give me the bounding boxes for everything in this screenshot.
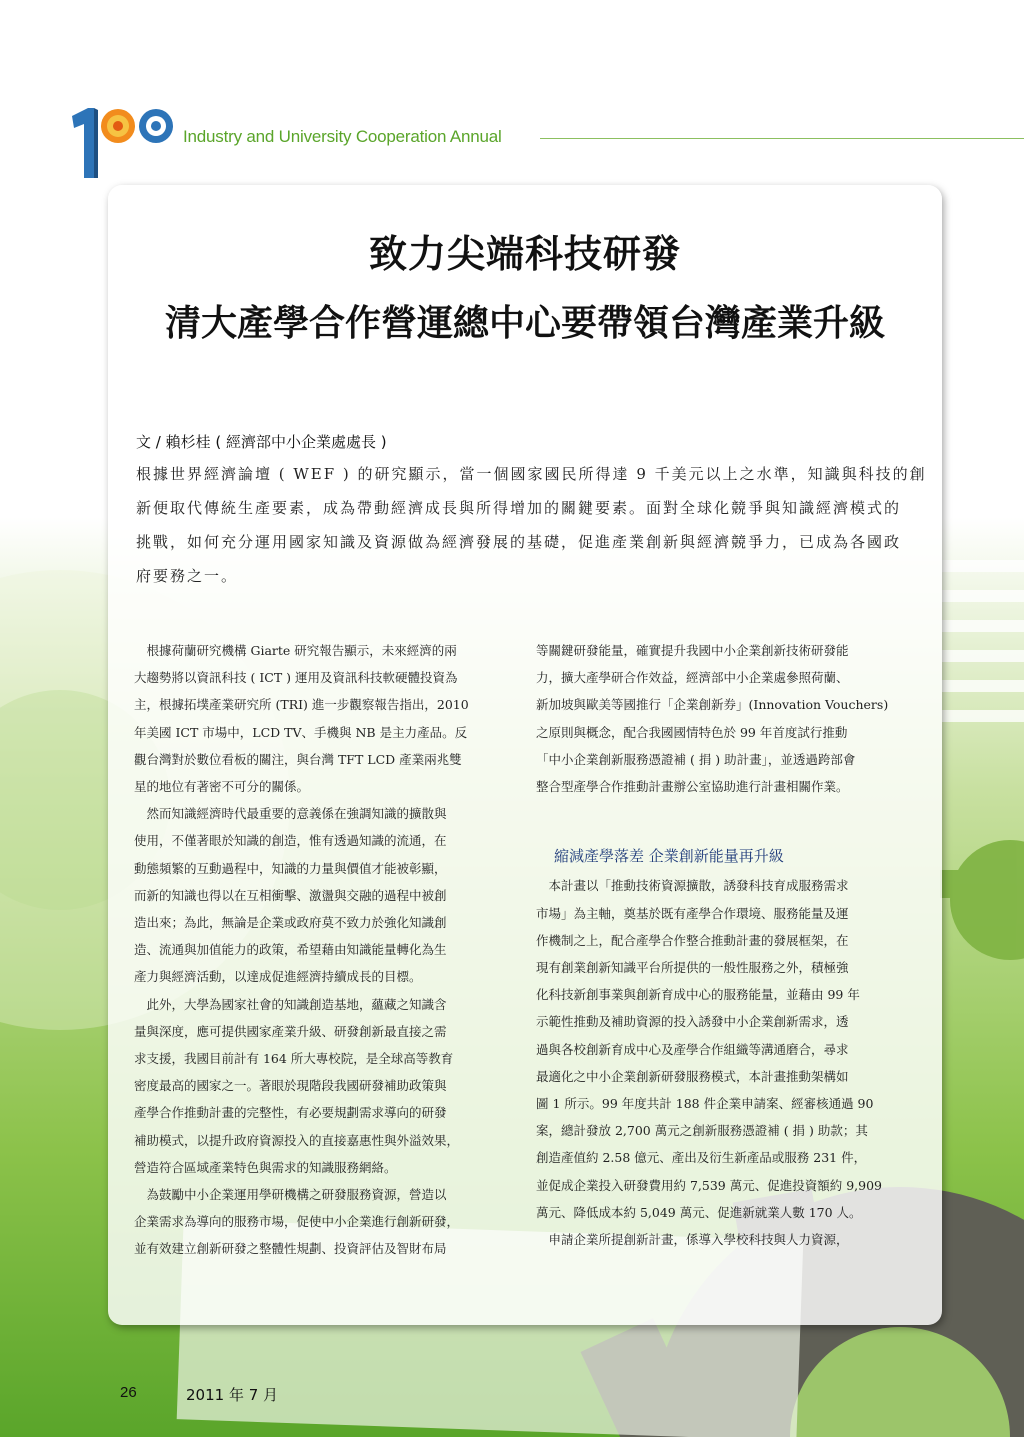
body-line: 示範性推動及補助資源的投入誘發中小企業創新需求，透: [536, 1014, 849, 1030]
body-line: 造出來；為此，無論是企業或政府莫不致力於強化知識創: [134, 915, 447, 931]
body-line: 星的地位有著密不可分的關係。: [134, 779, 310, 795]
body-line: 整合型產學合作推動計畫辦公室協助進行計畫相關作業。: [536, 779, 849, 795]
body-line: 密度最高的國家之一。著眼於現階段我國研發補助政策與: [134, 1078, 447, 1094]
annual-title: Industry and University Cooperation Annual: [183, 127, 502, 146]
body-line: 而新的知識也得以在互相衝擊、激盪與交融的過程中被創: [134, 887, 447, 903]
body-column-left: [134, 637, 516, 1263]
body-line: 案，總計發放 2,700 萬元之創新服務憑證補 ( 捐 ) 助款；其: [536, 1123, 868, 1139]
body-line: 觀台灣對於數位看板的關注，與台灣 TFT LCD 產業兩兆雙: [134, 751, 462, 767]
header-rule: [540, 138, 1024, 139]
lead-line: 根據世界經濟論壇 ( WEF ) 的研究顯示，當一個國家國民所得達 9 千美元以上之水準，知識與科技的創: [136, 465, 927, 483]
body-line: 力，擴大產學研合作效益，經濟部中小企業處參照荷蘭、: [536, 670, 849, 686]
body-line: 動態頻繁的互動過程中，知識的力量與價值才能被彰顯，: [134, 860, 447, 876]
body-line: 並促成企業投入研發費用約 7,539 萬元、促進投資額約 9,909: [536, 1177, 882, 1193]
body-line: 大趨勢將以資訊科技 ( ICT ) 運用及資訊科技軟硬體投資為: [134, 670, 458, 686]
section-heading: 縮減產學落差 企業創新能量再升級: [554, 847, 784, 866]
body-line: 年美國 ICT 市場中，LCD TV、手機與 NB 是主力產品。反: [134, 724, 468, 740]
body-line: 為鼓勵中小企業運用學研機構之研發服務資源，營造以: [134, 1187, 447, 1203]
body-line: 市場」為主軸，奠基於既有產學合作環境、服務能量及運: [536, 905, 849, 921]
byline: 文 / 賴杉桂 ( 經濟部中小企業處處長 ): [136, 433, 387, 451]
lead-line: 挑戰，如何充分運用國家知識及資源做為經濟發展的基礎，促進產業創新與經濟競爭力，已成為各國政: [136, 533, 902, 551]
body-line: 等關鍵研發能量，確實提升我國中小企業創新技術研發能: [536, 643, 849, 658]
body-line: 「中小企業創新服務憑證補 ( 捐 ) 助計畫」，並透過跨部會: [536, 751, 856, 767]
article-card: [108, 185, 942, 1325]
article-title-line1: 致力尖端科技研發: [368, 232, 681, 276]
body-line: 根據荷蘭研究機構 Giarte 研究報告顯示，未來經濟的兩: [134, 643, 457, 658]
body-line: 化科技新創事業與創新育成中心的服務能量，並藉由 99 年: [536, 987, 860, 1003]
annual-100-logo: [68, 100, 178, 180]
body-line: 此外，大學為國家社會的知識創造基地，蘊藏之知識含: [134, 996, 447, 1012]
body-line: 然而知識經濟時代最重要的意義係在強調知識的擴散與: [134, 806, 447, 822]
body-line: 創造產值約 2.58 億元、產出及衍生新產品或服務 231 件，: [536, 1150, 867, 1166]
issue-date: 2011 年 7 月: [186, 1386, 279, 1404]
body-line: 使用，不僅著眼於知識的創造，惟有透過知識的流通，在: [134, 833, 447, 849]
page-number: 26: [120, 1384, 137, 1401]
lead-line: 府要務之一。: [136, 567, 239, 585]
body-line: 求支援，我國目前計有 164 所大專校院，是全球高等教育: [134, 1051, 454, 1067]
body-line: 之原則與概念，配合我國國情特色於 99 年首度試行推動: [536, 724, 848, 740]
body-line: 本計畫以「推動技術資源擴散，誘發科技育成服務需求: [536, 878, 849, 894]
article-title-line2: 清大產學合作營運總中心要帶領台灣產業升級: [164, 303, 885, 344]
body-line: 作機制之上，配合產學合作整合推動計畫的發展框架，在: [536, 932, 849, 948]
body-line: 萬元、降低成本約 5,049 萬元、促進新就業人數 170 人。: [536, 1204, 862, 1220]
section-spacer: [536, 800, 918, 827]
body-line: 產學合作推動計畫的完整性，有必要規劃需求導向的研發: [134, 1105, 447, 1121]
lead-paragraph: [136, 457, 927, 593]
body-line: 企業需求為導向的服務市場，促使中小企業進行創新研發，: [134, 1214, 460, 1230]
lead-line: 新便取代傳統生產要素，成為帶動經濟成長與所得增加的關鍵要素。面對全球化競爭與知識經濟模式的: [136, 499, 902, 517]
body-line: 造、流通與加值能力的政策，希望藉由知識能量轉化為生: [134, 942, 447, 958]
body-line: 圖 1 所示。99 年度共計 188 件企業申請案、經審核通過 90: [536, 1096, 874, 1112]
body-column-right: [536, 637, 918, 1253]
body-line: 補助模式，以提升政府資源投入的直接嘉惠性與外溢效果，: [134, 1132, 460, 1148]
body-line: 營造符合區域產業特色與需求的知識服務網絡。: [134, 1159, 397, 1175]
body-line: 申請企業所提創新計畫，係導入學校科技與人力資源，: [536, 1232, 849, 1248]
body-line: 並有效建立創新研發之整體性規劃、投資評估及智財布局: [134, 1241, 447, 1257]
body-line: 主，根據拓墣產業研究所 (TRI) 進一步觀察報告指出，2010: [134, 697, 469, 713]
body-line: 量與深度，應可提供國家產業升級、研發創新最直接之需: [134, 1023, 447, 1039]
body-line: 現有創業創新知識平台所提供的一般性服務之外，積極強: [536, 960, 849, 976]
body-line: 最適化之中小企業創新研發服務模式，本計畫推動架構如: [536, 1068, 849, 1084]
body-line: 新加坡與歐美等國推行「企業創新券」(Innovation Vouchers): [536, 697, 889, 713]
body-line: 過與各校創新育成中心及產學合作組織等溝通磨合，尋求: [536, 1041, 849, 1057]
body-line: 產力與經濟活動，以達成促進經濟持續成長的目標。: [134, 969, 422, 985]
